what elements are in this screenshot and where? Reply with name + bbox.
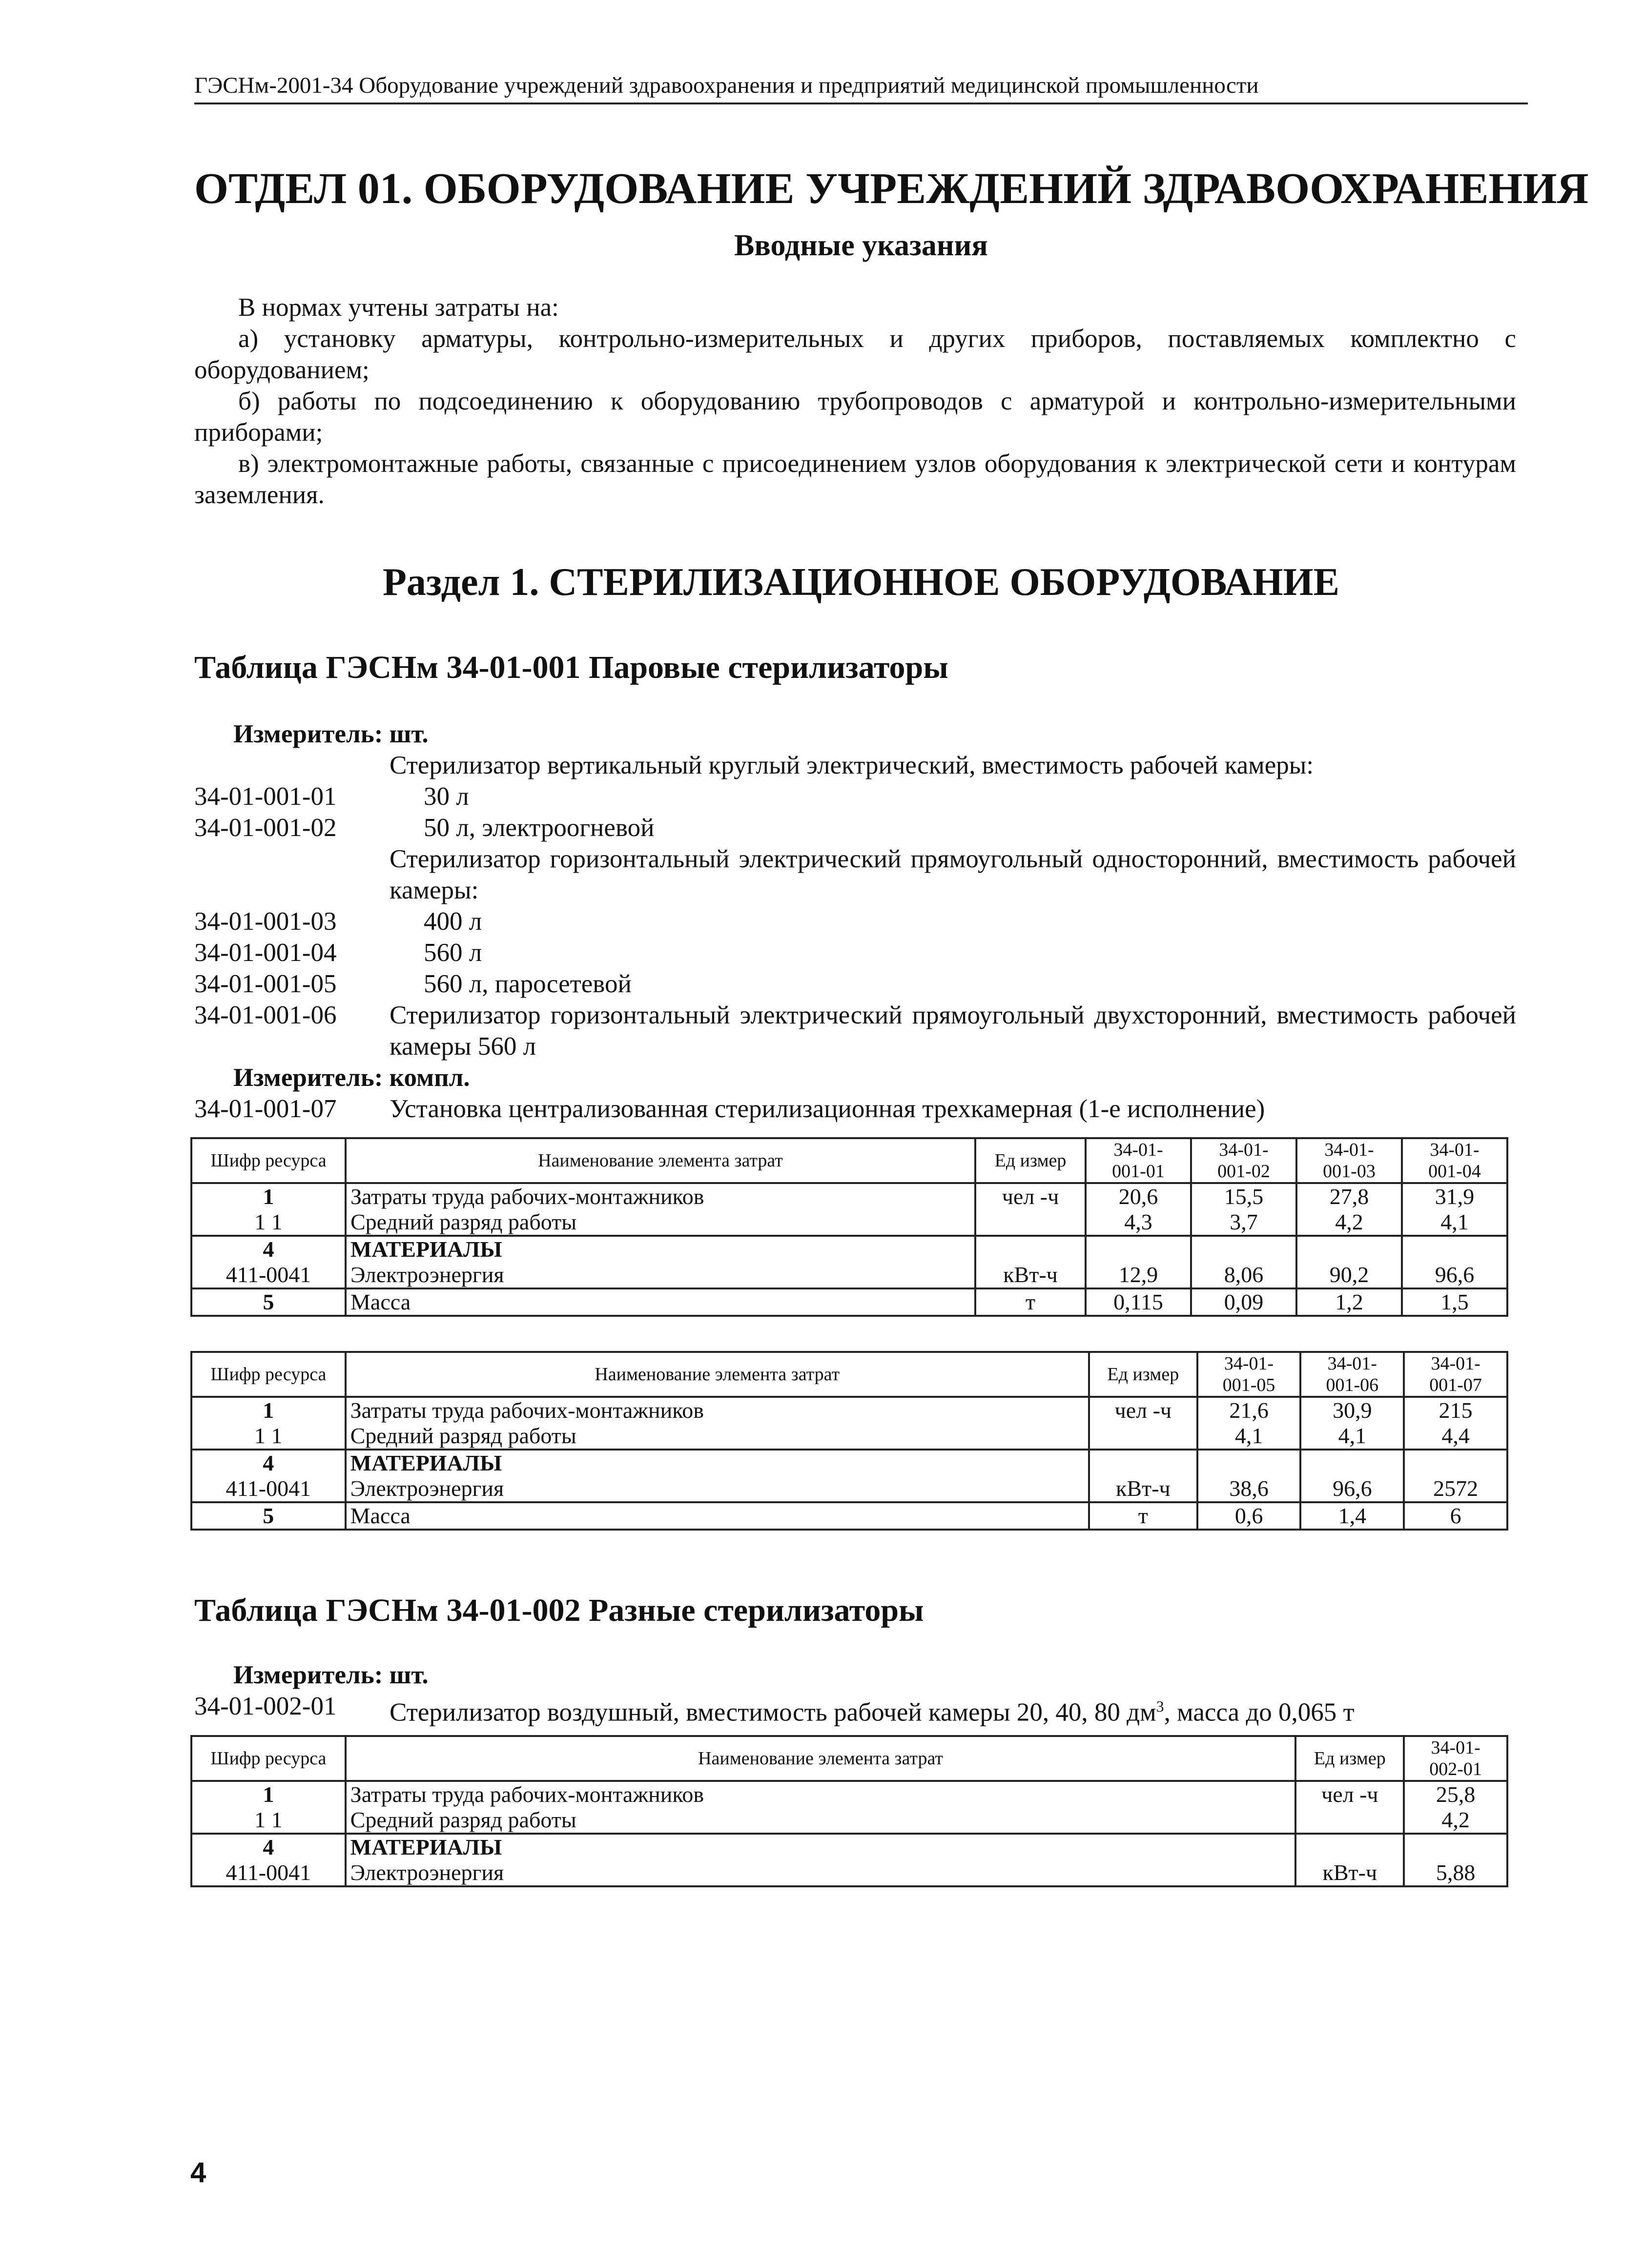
- table1-measure-1: [233, 719, 429, 749]
- cell-unit: кВт-ч: [1089, 1476, 1197, 1502]
- col-header-norm: 34-01- 001-07: [1404, 1352, 1507, 1397]
- cell-unit: т: [1089, 1502, 1197, 1530]
- norm-code: 34-01-001-01: [194, 782, 337, 811]
- group-heading: Стерилизатор горизонтальный электрический прямоугольный односторонний, вместимость рабочей камеры:: [390, 845, 1516, 904]
- measure-value: компл.: [389, 1063, 470, 1092]
- chapter-subtitle: Вводные указания: [734, 229, 988, 262]
- norm-code: 34-01-002-01: [194, 1692, 337, 1720]
- cell-code: 4: [191, 1236, 346, 1262]
- table-row: [191, 1834, 1507, 1860]
- chapter-title: ОТДЕЛ 01. ОБОРУДОВАНИЕ УЧРЕЖДЕНИЙ ЗДРАВООХРАНЕНИЯ: [194, 164, 1589, 213]
- cell-value: 1,4: [1300, 1502, 1404, 1530]
- cell-unit: т: [975, 1288, 1086, 1316]
- table2-measure: [233, 1660, 429, 1690]
- table-row: [191, 1502, 1507, 1530]
- norm-code: 34-01-001-02: [194, 814, 337, 842]
- measure-value: шт.: [389, 1661, 429, 1689]
- cell-unit: чел -ч: [975, 1183, 1086, 1209]
- resource-table-1: [190, 1137, 1508, 1317]
- cell-unit: [1089, 1423, 1197, 1450]
- table-row: [191, 1450, 1507, 1476]
- cell-value: 31,9: [1402, 1183, 1507, 1209]
- col-header-norm: 34-01- 001-04: [1402, 1138, 1507, 1183]
- intro-text: [194, 292, 1516, 511]
- running-header: ГЭСНм-2001-34 Оборудование учреждений здравоохранения и предприятий медицинской промышленности: [194, 72, 1528, 104]
- measure-label: Измеритель:: [233, 720, 383, 748]
- cell-value: 4,2: [1404, 1807, 1507, 1834]
- norm-code: 34-01-001-05: [194, 970, 337, 998]
- group-heading: Стерилизатор вертикальный круглый электрический, вместимость рабочей камеры:: [390, 751, 1314, 779]
- cell-unit: [1295, 1834, 1404, 1860]
- cell-name: Электроэнергия: [346, 1262, 975, 1288]
- norm-desc: 560 л: [424, 939, 482, 967]
- page-number: 4: [190, 2157, 206, 2188]
- intro-item-a: а) установку арматуры, контрольно-измерительных и других приборов, поставляемых комплектно с оборудованием;: [194, 325, 1516, 384]
- cell-value: 12,9: [1086, 1262, 1191, 1288]
- resource-table-2: [190, 1351, 1508, 1531]
- intro-item-b: б) работы по подсоединению к оборудованию трубопроводов с арматурой и контрольно-измерительными приборами;: [194, 387, 1516, 447]
- cell-value: 4,1: [1402, 1209, 1507, 1236]
- cell-code: 1 1: [191, 1423, 346, 1450]
- table-row: [191, 1476, 1507, 1502]
- col-header-norm: 34-01- 002-01: [1404, 1736, 1507, 1781]
- cell-value: [1296, 1236, 1402, 1262]
- cell-value: 21,6: [1197, 1397, 1301, 1423]
- col-header-code: Шифр ресурса: [191, 1352, 346, 1397]
- measure-value: шт.: [389, 720, 429, 748]
- table-row: [191, 1262, 1507, 1288]
- cell-value: 1,2: [1296, 1288, 1402, 1316]
- cell-code: 1: [191, 1781, 346, 1807]
- cell-unit: [1295, 1807, 1404, 1834]
- cell-code: 1 1: [191, 1209, 346, 1236]
- table-header-row: [191, 1736, 1507, 1781]
- cell-value: 96,6: [1300, 1476, 1404, 1502]
- cell-value: [1402, 1236, 1507, 1262]
- col-header-code: Шифр ресурса: [191, 1138, 346, 1183]
- cell-code: 1: [191, 1397, 346, 1423]
- cell-value: 0,09: [1191, 1288, 1296, 1316]
- table-row: [191, 1183, 1507, 1209]
- norm-code: 34-01-001-04: [194, 939, 337, 967]
- cell-code: 1 1: [191, 1807, 346, 1834]
- table1-title: Таблица ГЭСНм 34-01-001 Паровые стерилизаторы: [194, 650, 948, 685]
- cell-value: 3,7: [1191, 1209, 1296, 1236]
- cell-code: 411-0041: [191, 1860, 346, 1886]
- cell-unit: [975, 1209, 1086, 1236]
- norm-code: 34-01-001-03: [194, 907, 337, 936]
- col-header-name: Наименование элемента затрат: [346, 1736, 1296, 1781]
- cell-name: Затраты труда рабочих-монтажников: [346, 1183, 975, 1209]
- col-header-norm: 34-01- 001-05: [1197, 1352, 1301, 1397]
- norm-desc: 400 л: [424, 907, 482, 936]
- table2-title: Таблица ГЭСНм 34-01-002 Разные стерилизаторы: [194, 1593, 924, 1628]
- intro-item-c: в) электромонтажные работы, связанные с присоединением узлов оборудования к электрической сети и контурам заземления.: [194, 450, 1516, 509]
- table-row: [191, 1288, 1507, 1316]
- cell-name: МАТЕРИАЛЫ: [346, 1450, 1089, 1476]
- table-row: [191, 1860, 1507, 1886]
- col-header-unit: Ед измер: [1295, 1736, 1404, 1781]
- norm-desc: Стерилизатор горизонтальный электрический прямоугольный двухсторонний, вместимость рабочей камеры 560 л: [390, 1001, 1516, 1061]
- cell-value: 6: [1404, 1502, 1507, 1530]
- table2-codes: [194, 1691, 1516, 1728]
- cell-value: [1404, 1450, 1507, 1476]
- cell-name: Средний разряд работы: [346, 1209, 975, 1236]
- col-header-unit: Ед измер: [1089, 1352, 1197, 1397]
- norm-desc: 50 л, электроогневой: [424, 814, 655, 842]
- cell-name: Средний разряд работы: [346, 1807, 1296, 1834]
- measure-label: Измеритель:: [233, 1063, 383, 1092]
- cell-name: МАТЕРИАЛЫ: [346, 1236, 975, 1262]
- cell-name: Электроэнергия: [346, 1860, 1296, 1886]
- cell-unit: кВт-ч: [1295, 1860, 1404, 1886]
- cell-value: 4,1: [1300, 1423, 1404, 1450]
- cell-name: Затраты труда рабочих-монтажников: [346, 1781, 1296, 1807]
- cell-value: 30,9: [1300, 1397, 1404, 1423]
- table-row: [191, 1236, 1507, 1262]
- table1-codes: [194, 750, 1516, 1124]
- col-header-code: Шифр ресурса: [191, 1736, 346, 1781]
- measure-label: Измеритель:: [233, 1661, 383, 1689]
- col-header-norm: 34-01- 001-01: [1086, 1138, 1191, 1183]
- norm-desc: 30 л: [424, 782, 469, 811]
- col-header-name: Наименование элемента затрат: [346, 1352, 1089, 1397]
- cell-code: 4: [191, 1450, 346, 1476]
- cell-value: 2572: [1404, 1476, 1507, 1502]
- norm-code: 34-01-001-07: [194, 1095, 337, 1123]
- table-row: [191, 1781, 1507, 1807]
- table-row: [191, 1807, 1507, 1834]
- cell-value: [1086, 1236, 1191, 1262]
- norm-desc: 560 л, паросетевой: [424, 970, 632, 998]
- cell-value: 4,2: [1296, 1209, 1402, 1236]
- norm-desc: Установка централизованная стерилизационная трехкамерная (1-е исполнение): [390, 1095, 1265, 1123]
- cell-value: 8,06: [1191, 1262, 1296, 1288]
- cell-value: 4,4: [1404, 1423, 1507, 1450]
- cell-name: Затраты труда рабочих-монтажников: [346, 1397, 1089, 1423]
- table-row: [191, 1397, 1507, 1423]
- cell-name: Масса: [346, 1288, 975, 1316]
- section-title: Раздел 1. СТЕРИЛИЗАЦИОННОЕ ОБОРУДОВАНИЕ: [382, 561, 1340, 604]
- cell-value: 90,2: [1296, 1262, 1402, 1288]
- cell-name: Масса: [346, 1502, 1089, 1530]
- cell-name: Средний разряд работы: [346, 1423, 1089, 1450]
- cell-value: 215: [1404, 1397, 1507, 1423]
- table-header-row: [191, 1138, 1507, 1183]
- col-header-norm: 34-01- 001-02: [1191, 1138, 1296, 1183]
- cell-value: [1300, 1450, 1404, 1476]
- cell-value: [1197, 1450, 1301, 1476]
- cell-value: 0,6: [1197, 1502, 1301, 1530]
- cell-unit: кВт-ч: [975, 1262, 1086, 1288]
- cell-unit: [1089, 1450, 1197, 1476]
- cell-code: 411-0041: [191, 1476, 346, 1502]
- norm-desc: Стерилизатор воздушный, вместимость рабочей камеры 20, 40, 80 $дм^3$, масса до 0,065 т: [390, 1697, 1355, 1727]
- cell-code: 4: [191, 1834, 346, 1860]
- cell-code: 1: [191, 1183, 346, 1209]
- cell-code: 411-0041: [191, 1262, 346, 1288]
- cell-value: 25,8: [1404, 1781, 1507, 1807]
- cell-value: [1404, 1834, 1507, 1860]
- cell-value: 1,5: [1402, 1288, 1507, 1316]
- norm-code: 34-01-001-06: [194, 1001, 337, 1029]
- cell-name: МАТЕРИАЛЫ: [346, 1834, 1296, 1860]
- cell-value: 4,1: [1197, 1423, 1301, 1450]
- cell-value: 27,8: [1296, 1183, 1402, 1209]
- cell-code: 5: [191, 1502, 346, 1530]
- col-header-norm: 34-01- 001-03: [1296, 1138, 1402, 1183]
- cell-value: 20,6: [1086, 1183, 1191, 1209]
- col-header-norm: 34-01- 001-06: [1300, 1352, 1404, 1397]
- cell-value: 5,88: [1404, 1860, 1507, 1886]
- cell-value: 96,6: [1402, 1262, 1507, 1288]
- col-header-unit: Ед измер: [975, 1138, 1086, 1183]
- cell-value: 15,5: [1191, 1183, 1296, 1209]
- cell-value: 38,6: [1197, 1476, 1301, 1502]
- cell-value: [1191, 1236, 1296, 1262]
- cell-name: Электроэнергия: [346, 1476, 1089, 1502]
- table-header-row: [191, 1352, 1507, 1397]
- cell-unit: чел -ч: [1089, 1397, 1197, 1423]
- intro-lead: В нормах учтены затраты на:: [238, 293, 559, 322]
- cell-code: 5: [191, 1288, 346, 1316]
- table-row: [191, 1209, 1507, 1236]
- cell-unit: [975, 1236, 1086, 1262]
- cell-value: 0,115: [1086, 1288, 1191, 1316]
- cell-value: 4,3: [1086, 1209, 1191, 1236]
- resource-table-3: [190, 1735, 1508, 1887]
- table-row: [191, 1423, 1507, 1450]
- col-header-name: Наименование элемента затрат: [346, 1138, 975, 1183]
- cell-unit: чел -ч: [1295, 1781, 1404, 1807]
